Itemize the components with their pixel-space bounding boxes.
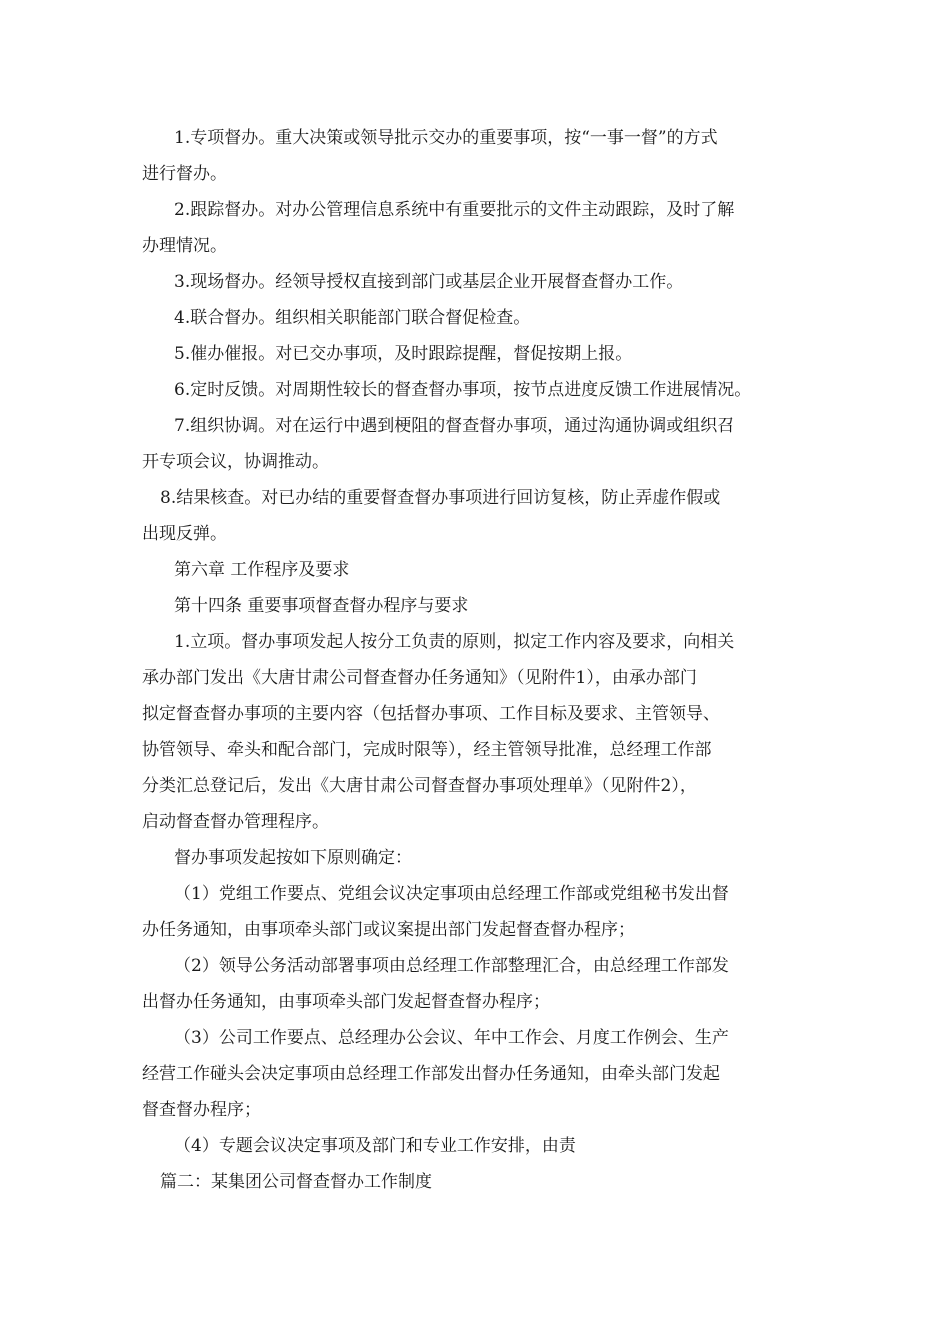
text-line: 协管领导、牵头和配合部门，完成时限等），经主管领导批准，总经理工作部 [142, 740, 712, 760]
text-line: （4）专题会议决定事项及部门和专业工作安排，由责 [174, 1136, 576, 1156]
text-line: 1.专项督办。重大决策或领导批示交办的重要事项，按“一事一督”的方式 [174, 128, 718, 148]
text-line: 办任务通知，由事项牵头部门或议案提出部门发起督查督办程序； [142, 920, 635, 940]
text-line: 出现反弹。 [142, 524, 227, 544]
text-line: 7.组织协调。对在运行中遇到梗阻的督查督办事项，通过沟通协调或组织召 [174, 416, 735, 436]
chapter-heading: 第六章 工作程序及要求 [174, 560, 350, 580]
text-line: 启动督查督办管理程序。 [142, 812, 329, 832]
text-line: 拟定督查督办事项的主要内容（包括督办事项、工作目标及要求、主管领导、 [142, 704, 720, 724]
text-line: （3）公司工作要点、总经理办公会议、年中工作会、月度工作例会、生产 [174, 1028, 729, 1048]
text-line: 进行督办。 [142, 164, 227, 184]
text-line: 6.定时反馈。对周期性较长的督查督办事项，按节点进度反馈工作进展情况。 [174, 380, 752, 400]
text-line: 4.联合督办。组织相关职能部门联合督促检查。 [174, 308, 531, 328]
text-line: 开专项会议，协调推动。 [142, 452, 329, 472]
text-line: 1.立项。督办事项发起人按分工负责的原则，拟定工作内容及要求，向相关 [174, 632, 735, 652]
text-line: 承办部门发出《大唐甘肃公司督查督办任务通知》（见附件1），由承办部门 [142, 668, 697, 688]
text-line: 8.结果核查。对已办结的重要督查督办事项进行回访复核，防止弄虚作假或 [160, 488, 721, 508]
text-line: 办理情况。 [142, 236, 227, 256]
text-line: （2）领导公务活动部署事项由总经理工作部整理汇合，由总经理工作部发 [174, 956, 729, 976]
text-line: 经营工作碰头会决定事项由总经理工作部发出督办任务通知，由牵头部门发起 [142, 1064, 720, 1084]
section-title: 篇二：某集团公司督查督办工作制度 [160, 1172, 432, 1192]
text-line: 3.现场督办。经领导授权直接到部门或基层企业开展督查督办工作。 [174, 272, 684, 292]
text-line: 5.催办催报。对已交办事项，及时跟踪提醒，督促按期上报。 [174, 344, 633, 364]
text-line: 督办事项发起按如下原则确定： [174, 848, 412, 868]
text-line: 出督办任务通知，由事项牵头部门发起督查督办程序； [142, 992, 550, 1012]
text-line: 2.跟踪督办。对办公管理信息系统中有重要批示的文件主动跟踪，及时了解 [174, 200, 735, 220]
text-line: 分类汇总登记后，发出《大唐甘肃公司督查督办事项处理单》（见附件2）， [142, 776, 697, 796]
article-heading: 第十四条 重要事项督查督办程序与要求 [174, 596, 469, 616]
text-line: （1）党组工作要点、党组会议决定事项由总经理工作部或党组秘书发出督 [174, 884, 729, 904]
text-line: 督查督办程序； [142, 1100, 261, 1120]
